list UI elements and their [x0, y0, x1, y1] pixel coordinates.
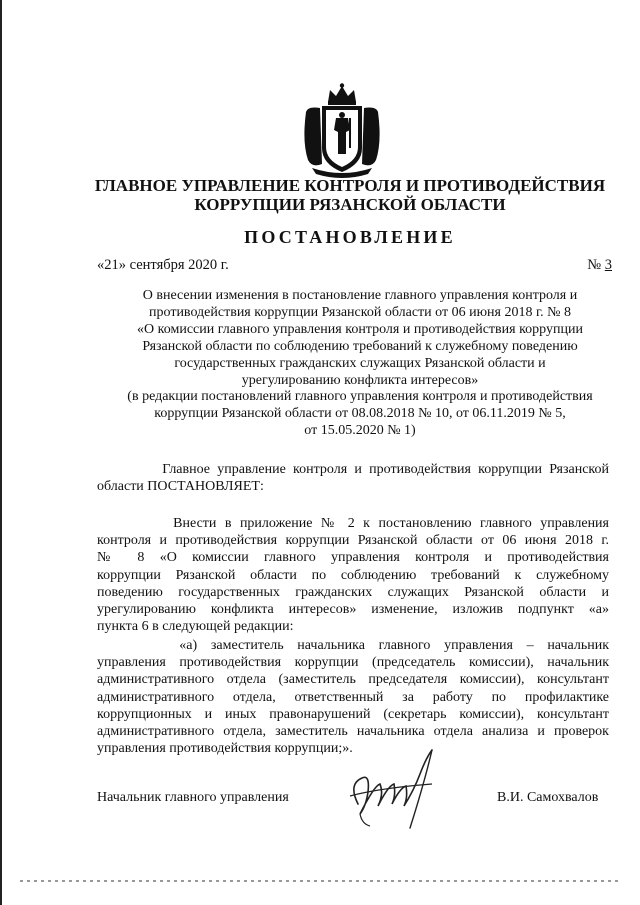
body-line: коррупции Рязанской области по соблюдению требований к служебному — [97, 567, 609, 583]
subject-line: противодействия коррупции Рязанской области от 06 июня 2018 г. № 8 — [149, 304, 571, 320]
body-line: административного отдела, ответственный за работу по профилактике — [97, 689, 609, 705]
resolution-paragraph — [97, 515, 609, 635]
body-line: урегулированию конфликта интересов» изменение, изложив подпункт «а» — [97, 601, 609, 617]
scan-edge-line — [0, 0, 2, 905]
body-line: административного отдела, заместитель начальника отдела анализа и проверок — [97, 723, 609, 739]
body-line: коррупционных и иных правонарушений (секретарь комиссии), консультант — [97, 706, 609, 722]
subject-line: «О комиссии главного управления контроля и противодействия коррупции — [137, 321, 583, 337]
ryazan-coat-of-arms-icon — [298, 82, 386, 178]
subject-line: урегулированию конфликта интересов» — [241, 372, 479, 388]
document-type-heading: ПОСТАНОВЛЕНИЕ — [244, 227, 456, 247]
subject-line: от 15.05.2020 № 1) — [304, 423, 416, 439]
organization-title-line1: ГЛАВНОЕ УПРАВЛЕНИЕ КОНТРОЛЯ И ПРОТИВОДЕЙСТВИЯ — [94, 176, 606, 195]
body-line: № 8 «О комиссии главного управления контроля и противодействия — [97, 550, 609, 566]
subject-line: О внесении изменения в постановление главного управления контроля и — [142, 288, 578, 303]
resolution-preamble — [97, 461, 609, 495]
subject-line: коррупции Рязанской области от 08.08.2018 № 10, от 06.11.2019 № 5, — [154, 406, 566, 422]
subject-line: (в редакции постановлений главного управления контроля и противодействия — [127, 389, 593, 405]
document-subject — [80, 288, 640, 440]
subject-line: государственных гражданских служащих Рязанской области и — [174, 355, 546, 371]
body-line: контроля и противодействия коррупции Рязанской области от 06 июня 2018 г. — [97, 533, 609, 549]
body-line: области ПОСТАНОВЛЯЕТ: — [97, 479, 264, 495]
document-number-value: 3 — [604, 257, 612, 273]
amended-subparagraph — [97, 637, 609, 757]
body-line: пункта 6 в следующей редакции: — [97, 619, 294, 635]
scan-bottom-edge — [20, 880, 620, 882]
body-line: управления противодействия коррупции;». — [97, 741, 353, 757]
signatory-position: Начальник главного управления — [97, 790, 289, 805]
body-line: административного отдела (заместитель председателя комиссии), консультант — [97, 672, 609, 688]
document-date: «21» сентября 2020 г. — [97, 257, 229, 273]
handwritten-signature-icon — [340, 744, 450, 830]
body-line: Главное управление контроля и противодействия коррупции Рязанской — [97, 462, 609, 477]
body-line: управления противодействия коррупции (председатель комиссии), начальник — [97, 655, 609, 671]
body-line: Внести в приложение № 2 к постановлению главного управления — [97, 516, 609, 531]
subject-line: Рязанской области по соблюдению требований к служебному поведению — [142, 338, 578, 354]
body-line: поведению государственных гражданских служащих Рязанской области и — [97, 584, 609, 600]
document-number — [587, 257, 612, 274]
signatory-name: В.И. Самохвалов — [497, 790, 599, 805]
document-number-prefix: № — [587, 257, 605, 273]
organization-title-line2: КОРРУПЦИИ РЯЗАНСКОЙ ОБЛАСТИ — [194, 195, 506, 214]
body-line: «а) заместитель начальника главного управления – начальник — [97, 638, 609, 653]
